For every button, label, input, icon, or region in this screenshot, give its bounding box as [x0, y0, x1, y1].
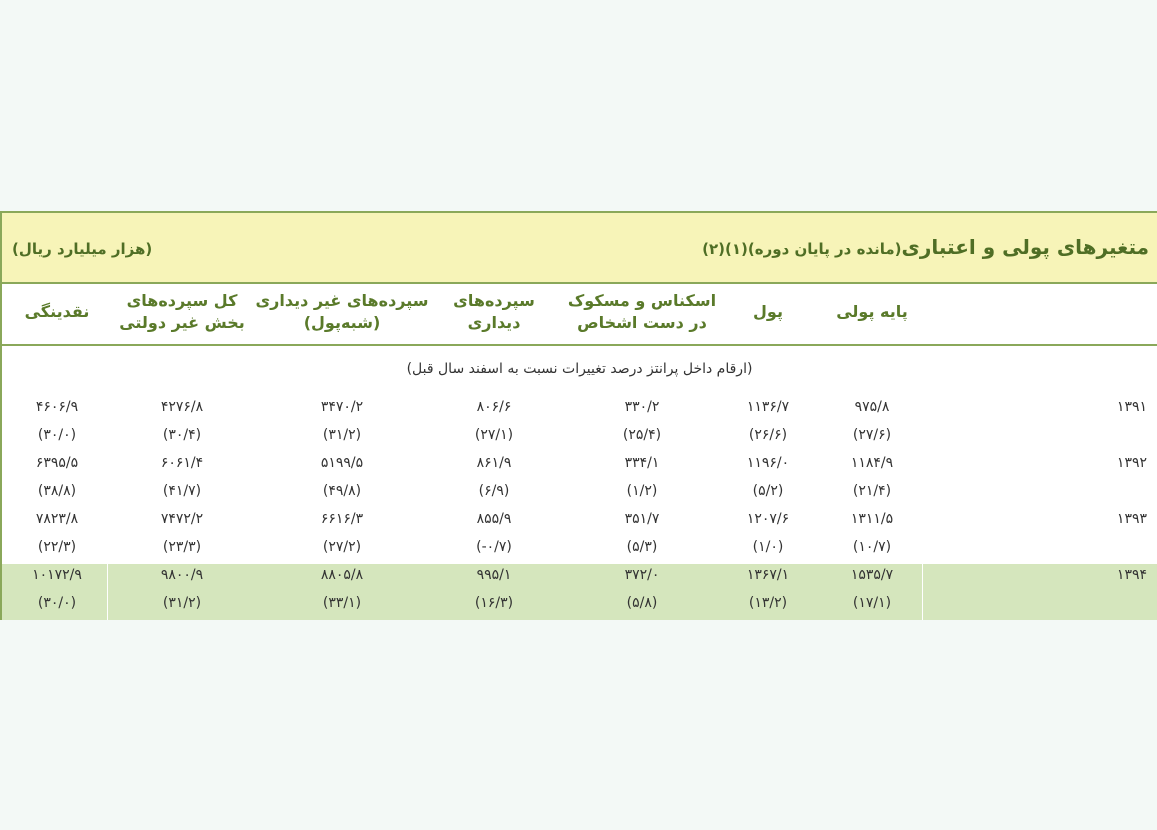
value-cell-liquidity: ۷۸۲۳/۸ [35, 511, 79, 527]
value-cell-currency: ۳۳۰/۲ [624, 399, 660, 415]
value-cell-currency: ۳۷۲/۰ [624, 567, 660, 583]
col-header-line2: در دست اشخاص [577, 313, 707, 332]
value-cell-liquidity: ۱۰۱۷۲/۹ [32, 567, 82, 583]
change-cell-demand-deposits: (۱۶/۳) [474, 595, 514, 611]
change-cell-liquidity: (۳۸/۸) [37, 483, 77, 499]
change-cell-currency: (۵/۳) [626, 539, 658, 555]
col-header-total-deposits [112, 290, 252, 334]
change-cell-monetary-base: (۱۷/۱) [852, 595, 892, 611]
value-cell-monetary-base: ۱۵۳۵/۷ [850, 567, 894, 583]
value-cell-demand-deposits: ۸۵۵/۹ [476, 511, 512, 527]
value-cell-currency: ۳۳۴/۱ [624, 455, 660, 471]
table-title [702, 235, 1149, 259]
value-cell-quasi-money: ۳۴۷۰/۲ [320, 399, 364, 415]
change-cell-demand-deposits: (-۰/۷) [476, 539, 512, 555]
value-cell-total-deposits: ۴۲۷۶/۸ [160, 399, 204, 415]
col-header-line1: پول [753, 302, 783, 321]
row-year-label: ۱۳۹۲ [1116, 455, 1147, 471]
change-cell-liquidity: (۲۲/۳) [37, 539, 77, 555]
value-cell-demand-deposits: ۸۶۱/۹ [476, 455, 512, 471]
change-cell-demand-deposits: (۲۷/۱) [474, 427, 514, 443]
value-cell-liquidity: ۶۳۹۵/۵ [35, 455, 79, 471]
row-year-label: ۱۳۹۴ [1116, 567, 1147, 583]
change-cell-quasi-money: (۴۹/۸) [322, 483, 362, 499]
value-cell-quasi-money: ۸۸۰۵/۸ [320, 567, 364, 583]
change-cell-currency: (۲۵/۴) [622, 427, 662, 443]
value-cell-liquidity: ۴۶۰۶/۹ [35, 399, 79, 415]
change-cell-quasi-money: (۳۱/۲) [322, 427, 362, 443]
col-header-quasi-money [252, 290, 432, 334]
col-header-line1: نقدینگی [24, 302, 90, 321]
value-cell-money: ۱۲۰۷/۶ [746, 511, 790, 527]
change-cell-currency: (۱/۲) [626, 483, 658, 499]
monetary-variables-table [0, 211, 1157, 620]
col-header-line1: کل سپرده‌های [126, 291, 238, 310]
change-cell-currency: (۵/۸) [626, 595, 658, 611]
change-cell-money: (۱۳/۲) [748, 595, 788, 611]
value-cell-total-deposits: ۶۰۶۱/۴ [160, 455, 204, 471]
change-cell-quasi-money: (۲۷/۲) [322, 539, 362, 555]
table-title-main: متغیرهای پولی و اعتباری [901, 235, 1149, 259]
value-cell-monetary-base: ۹۷۵/۸ [854, 399, 890, 415]
change-cell-total-deposits: (۳۰/۴) [162, 427, 202, 443]
change-cell-total-deposits: (۴۱/۷) [162, 483, 202, 499]
value-cell-money: ۱۱۹۶/۰ [746, 455, 790, 471]
change-cell-monetary-base: (۲۷/۶) [852, 427, 892, 443]
change-cell-liquidity: (۳۰/۰) [37, 427, 77, 443]
value-cell-monetary-base: ۱۳۱۱/۵ [850, 511, 894, 527]
col-header-line1: سپرده‌های غیر دیداری [255, 291, 429, 310]
change-cell-total-deposits: (۲۳/۳) [162, 539, 202, 555]
col-header-line1: پایه پولی [836, 302, 908, 321]
change-cell-money: (۲۶/۶) [748, 427, 788, 443]
value-cell-currency: ۳۵۱/۷ [624, 511, 660, 527]
change-cell-demand-deposits: (۶/۹) [478, 483, 510, 499]
column-header-row [2, 284, 1157, 346]
col-header-line1: اسکناس و مسکوک [567, 291, 717, 310]
col-header-money [708, 301, 828, 323]
col-header-line1: سپرده‌های [453, 291, 535, 310]
col-header-liquidity [2, 301, 112, 323]
col-header-line2: دیداری [467, 313, 521, 332]
change-cell-monetary-base: (۲۱/۴) [852, 483, 892, 499]
row-year-label: ۱۳۹۳ [1116, 511, 1147, 527]
value-cell-monetary-base: ۱۱۸۴/۹ [850, 455, 894, 471]
change-cell-quasi-money: (۳۳/۱) [322, 595, 362, 611]
col-header-demand-deposits [434, 290, 554, 334]
col-header-line2: (شبه‌پول) [303, 313, 381, 332]
value-cell-money: ۱۱۳۶/۷ [746, 399, 790, 415]
row-year-label: ۱۳۹۱ [1116, 399, 1147, 415]
change-cell-money: (۵/۲) [752, 483, 784, 499]
table-unit-label: (هزار میلیارد ریال) [12, 240, 153, 258]
value-cell-demand-deposits: ۹۹۵/۱ [476, 567, 512, 583]
col-header-line2: بخش غیر دولتی [119, 313, 245, 332]
value-cell-money: ۱۳۶۷/۱ [746, 567, 790, 583]
value-cell-quasi-money: ۶۶۱۶/۳ [320, 511, 364, 527]
value-cell-demand-deposits: ۸۰۶/۶ [476, 399, 512, 415]
change-cell-liquidity: (۳۰/۰) [37, 595, 77, 611]
change-cell-money: (۱/۰) [752, 539, 784, 555]
value-cell-total-deposits: ۹۸۰۰/۹ [160, 567, 204, 583]
table-title-band [2, 213, 1157, 284]
change-cell-total-deposits: (۳۱/۲) [162, 595, 202, 611]
percent-change-note: (ارقام داخل پرانتز درصد تغییرات نسبت به اسفند سال قبل) [406, 361, 753, 377]
table-title-sub: (مانده در پایان دوره)(۱)(۲) [702, 240, 902, 258]
col-header-currency [562, 290, 722, 334]
change-cell-monetary-base: (۱۰/۷) [852, 539, 892, 555]
value-cell-total-deposits: ۷۴۷۲/۲ [160, 511, 204, 527]
value-cell-quasi-money: ۵۱۹۹/۵ [320, 455, 364, 471]
